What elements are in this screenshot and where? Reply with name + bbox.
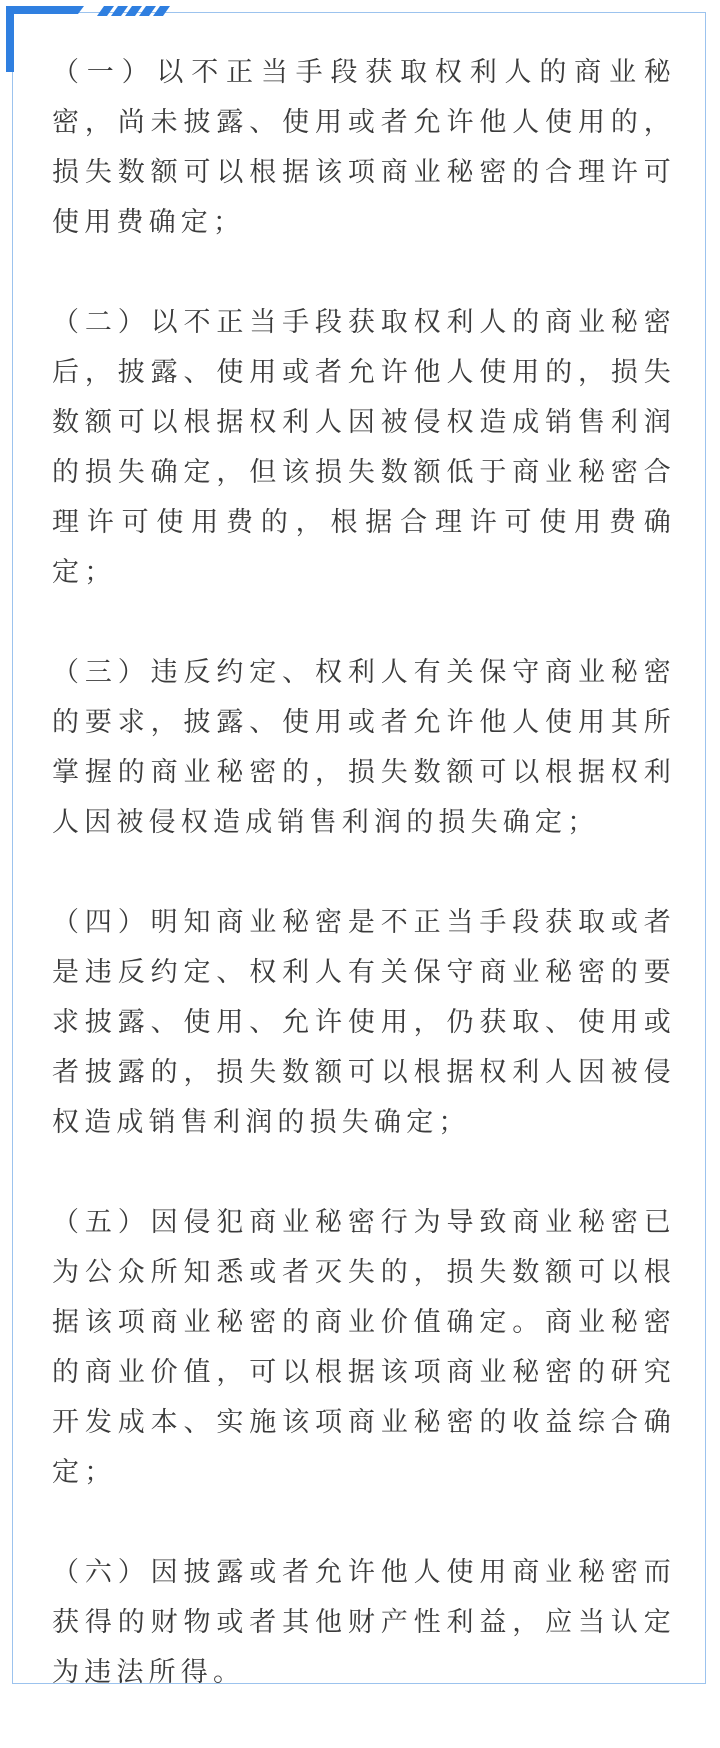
clause-6: （六）因披露或者允许他人使用商业秘密而获得的财物或者其他财产性利益，应当认定为违法所得。 [52, 1557, 676, 1688]
clause-2: （二）以不正当手段获取权利人的商业秘密后，披露、使用或者允许他人使用的，损失数额可以根据权利人因被侵权造成销售利润的损失确定，但该损失数额低于商业秘密合理许可使用费的，根据合理许可使用费确定； [52, 307, 676, 588]
article-body [52, 48, 676, 1748]
clause-5: （五）因侵犯商业秘密行为导致商业秘密已为公众所知悉或者灭失的，损失数额可以根据该项商业秘密的商业价值确定。商业秘密的商业价值，可以根据该项商业秘密的研究开发成本、实施该项商业秘密的收益综合确定； [52, 1207, 676, 1488]
clause-1: （一）以不正当手段获取权利人的商业秘密，尚未披露、使用或者允许他人使用的，损失数额可以根据该项商业秘密的合理许可使用费确定； [52, 57, 676, 238]
clause-4: （四）明知商业秘密是不正当手段获取或者是违反约定、权利人有关保守商业秘密的要求披露、使用、允许使用，仍获取、使用或者披露的，损失数额可以根据权利人因被侵权造成销售利润的损失确定； [52, 907, 676, 1138]
clause-3: （三）违反约定、权利人有关保守商业秘密的要求，披露、使用或者允许他人使用其所掌握的商业秘密的，损失数额可以根据权利人因被侵权造成销售利润的损失确定； [52, 657, 676, 838]
